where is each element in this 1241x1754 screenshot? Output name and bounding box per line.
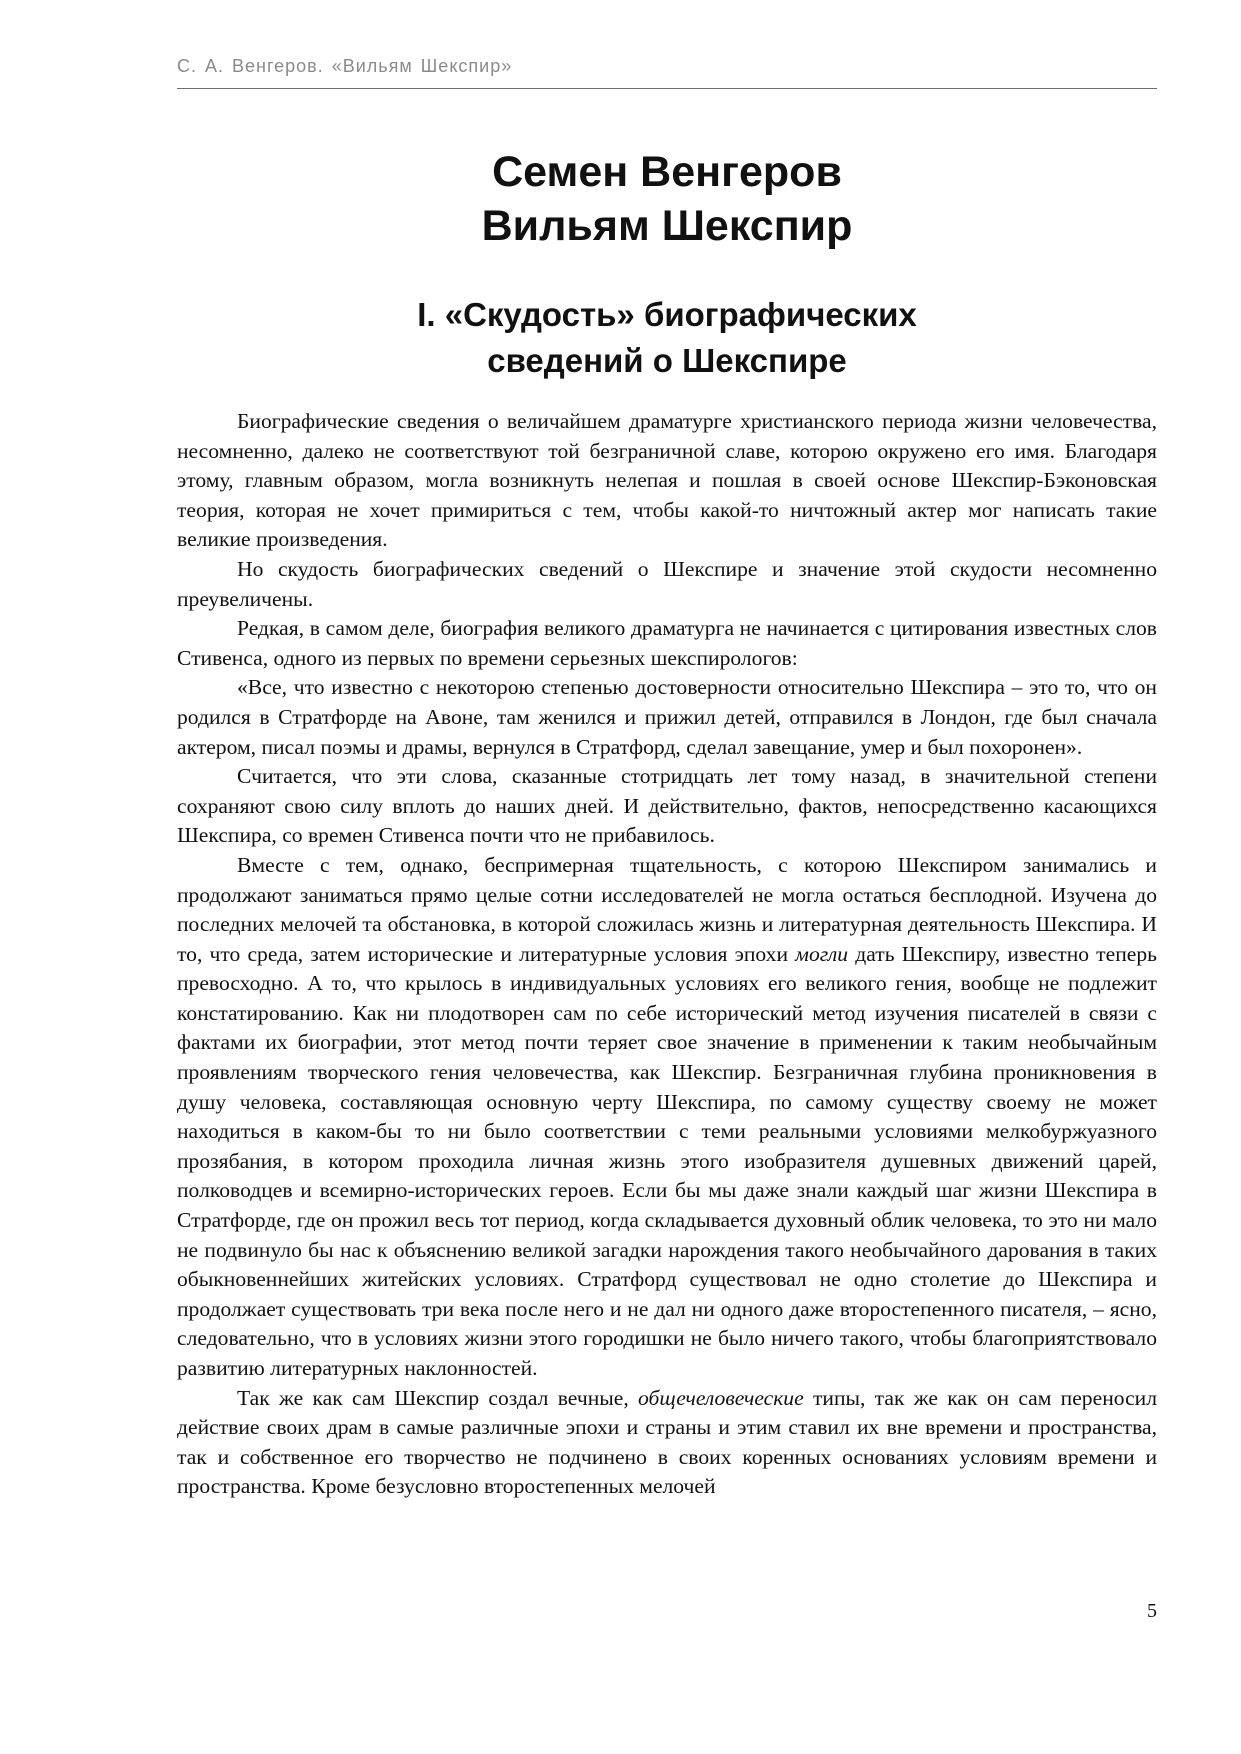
paragraph-7 (177, 1384, 1157, 1502)
chapter-title (177, 292, 1157, 384)
paragraph-3: Редкая, в самом деле, биография великого драматурга не начинается с цитирования известных слов Стивенса, одного из первых по времени серьезных шекспирологов: (177, 616, 1157, 670)
header-rule (177, 88, 1157, 89)
paragraph-1: Биографические сведения о величайшем драматурге христианского периода жизни человечества, несомненно, далеко не соответствуют той безграничной славе, которою окружено его имя. Благодаря этому, главным образом, могла возникнуть нелепая и пошлая в своей основе Шекспир-Бэконовская теория, которая не хочет примириться с тем, чтобы какой-то ничтожный актер мог написать такие великие произведения. (177, 409, 1157, 552)
paragraph-7-text-before: Так же как сам Шекспир создал вечные, (237, 1385, 639, 1410)
running-header: С. А. Венгеров. «Вильям Шекспир» (177, 56, 513, 76)
paragraph-6-text-before: Вместе с тем, однако, беспримерная тщательность, с которою Шекспиром занимались и продолжают заниматься прямо целые сотни исследователей не могла остаться бесплодной. Изучена до последних мелочей та обстановка, в которой сложилась жизнь и литературная деятельность Шекспира. И то, что среда, затем исторические и литературные условия эпохи (177, 852, 1157, 966)
body-text (177, 407, 1157, 1502)
title-block (177, 145, 1157, 253)
paragraph-5: Считается, что эти слова, сказанные стотридцать лет тому назад, в значительной степени сохраняют свою силу вплоть до наших дней. И действительно, фактов, непосредственно касающихся Шекспира, со времен Стивенса почти что не прибавилось. (177, 764, 1157, 848)
book-title: Вильям Шекспир (481, 202, 853, 250)
paragraph-2: Но скудость биографических сведений о Шекспире и значение этой скудости несомненно преувеличены. (177, 556, 1157, 611)
paragraph-4-quote: «Все, что известно с некоторою степенью достоверности относительно Шекспира – это то, что он родился в Стратфорде на Авоне, там женился и прижил детей, отправился в Лондон, где был сначала актером, писал поэмы и драмы, вернулся в Стратфорд, сделал завещание, умер и был похоронен». (177, 675, 1157, 759)
paragraph-6-text-after: дать Шекспиру, известно теперь превосходно. А то, что крылось в индивидуальных условиях его великого гения, вообще не подлежит констатированию. Как ни плодотворен сам по себе исторический метод изучения писателей в связи с фактами их биографии, этот метод почти теряет свое значение в применении к таким необычайным проявлениям творческого гения человечества, как Шекспир. Безграничная глубина проникновения в душу человека, составляющая основную черту Шекспира, по самому существу своему не может находиться в каком-бы то ни было соответствии с теми реальными условиями мелкобуржуазного прозябания, в котором проходила личная жизнь этого изобразителя душевных движений царей, полководцев и всемирно-исторических героев. Если бы мы даже знали каждый шаг жизни Шекспира в Стратфорде, где он прожил весь тот период, когда складывается духовный облик человека, то это ни мало не подвинуло бы нас к объяснению великой загадки нарождения такого необычайного дарования в таких обыкновеннейших житейских условиях. Стратфорд существовал не одно столетие до Шекспира и продолжает существовать три века после него и не дал ни одного даже второстепенного писателя, – ясно, следовательно, что в условиях жизни этого городишки не было ничего такого, чтобы благоприятствовало развитию литературных наклонностей. (177, 941, 1157, 1380)
paragraph-7-text-after: типы, так же как он сам переносил действие своих драм в самые различные эпохи и страны и этим ставил их вне времени и пространства, так и собственное его творчество не подчинено в своих коренных основаниях условиям времени и пространства. Кроме безусловно второстепенных мелочей (177, 1385, 1157, 1499)
chapter-title-line-2: сведений о Шекспире (487, 342, 847, 379)
page-number: 5 (1147, 1600, 1157, 1622)
chapter-title-line-1: I. «Скудость» биографических (417, 296, 917, 333)
paragraph-7-emphasis: общечеловеческие (638, 1385, 804, 1410)
book-author: Семен Венгеров (492, 148, 842, 196)
paragraph-6-emphasis: могли (795, 941, 849, 966)
paragraph-6 (177, 851, 1157, 1384)
